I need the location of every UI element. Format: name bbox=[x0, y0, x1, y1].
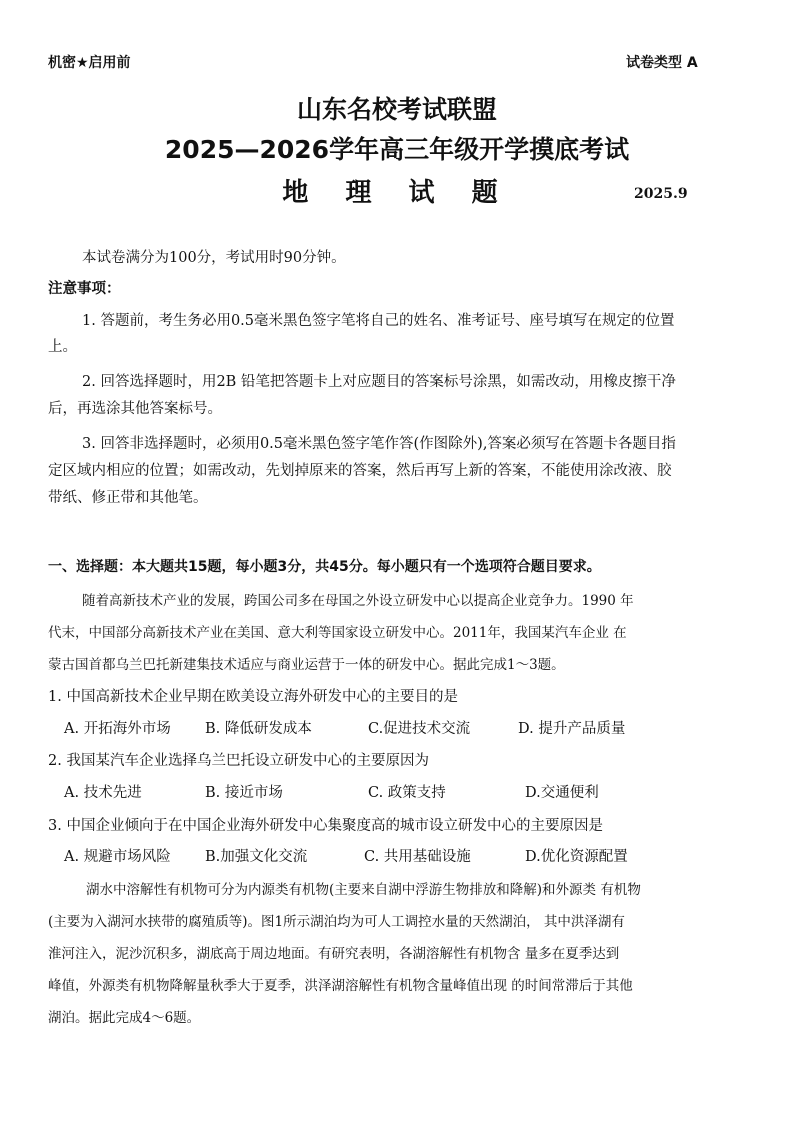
intro-text: 本试卷满分为100分，考试用时90分钟。 bbox=[82, 250, 346, 266]
passage-2-line-2: (主要为入湖河水挟带的腐殖质等)。图1所示湖泊均为可人工调控水量的天然湖泊， 其中洪泽湖有 bbox=[48, 914, 625, 930]
note-3-line-1: 3. 回答非选择题时，必须用0.5毫米黑色签字笔作答(作图除外),答案必须写在答题卡各题目指 bbox=[82, 436, 676, 452]
section-heading: 一、选择题：本大题共15题，每小题3分，共45分。每小题只有一个选项符合题目要求。 bbox=[48, 559, 601, 575]
org-title: 山东名校考试联盟 bbox=[296, 95, 497, 124]
note-1-line-1: 1. 答题前，考生务必用0.5毫米黑色签字笔将自己的姓名、准考证号、座号填写在规定的位置 bbox=[82, 313, 675, 329]
question-1-option-a: A. 开拓海外市场 bbox=[64, 721, 171, 737]
question-2-option-d: D.交通便利 bbox=[525, 785, 599, 801]
confidential-label: 机密★启用前 bbox=[48, 55, 131, 71]
note-3-line-3: 带纸、修正带和其他笔。 bbox=[48, 490, 208, 506]
note-1-line-2: 上。 bbox=[48, 339, 77, 355]
passage-1-line-1: 随着高新技术产业的发展，跨国公司多在母国之外设立研发中心以提高企业竞争力。1990 年 bbox=[82, 593, 634, 609]
notes-heading: 注意事项： bbox=[48, 281, 121, 297]
question-3-option-d: D.优化资源配置 bbox=[525, 849, 628, 865]
question-1-stem: 1. 中国高新技术企业早期在欧美设立海外研发中心的主要目的是 bbox=[48, 689, 458, 705]
question-2-option-b: B. 接近市场 bbox=[205, 785, 283, 801]
passage-2-line-3: 淮河注入，泥沙沉积多，湖底高于周边地面。有研究表明，各湖溶解性有机物含 量多在夏季达到 bbox=[48, 946, 620, 962]
note-2-line-1: 2. 回答选择题时，用2B 铅笔把答题卡上对应题目的答案标号涂黑，如需改动，用橡皮擦干净 bbox=[82, 374, 676, 390]
subject-title: 地 理 试 题 bbox=[282, 178, 512, 208]
paper-type-label: 试卷类型 A bbox=[626, 55, 698, 71]
question-3-option-b: B.加强文化交流 bbox=[205, 849, 308, 865]
exam-title: 2025—2026学年高三年级开学摸底考试 bbox=[164, 135, 630, 164]
question-3-option-a: A. 规避市场风险 bbox=[64, 849, 171, 865]
question-1-option-b: B. 降低研发成本 bbox=[205, 721, 312, 737]
passage-2-line-1: 湖水中溶解性有机物可分为内源类有机物(主要来自湖中浮游生物排放和降解)和外源类 有机物 bbox=[86, 882, 641, 898]
passage-1-line-3: 蒙古国首都乌兰巴托新建集技术适应与商业运营于一体的研发中心。据此完成1～3题。 bbox=[48, 657, 565, 673]
question-2-option-c: C. 政策支持 bbox=[368, 785, 446, 801]
question-1-option-c: C.促进技术交流 bbox=[368, 721, 471, 737]
question-2-stem: 2. 我国某汽车企业选择乌兰巴托设立研发中心的主要原因为 bbox=[48, 753, 429, 769]
question-2-option-a: A. 技术先进 bbox=[64, 785, 142, 801]
question-1-option-d: D. 提升产品质量 bbox=[518, 721, 626, 737]
passage-2-line-4: 峰值，外源类有机物降解量秋季大于夏季，洪泽湖溶解性有机物含量峰值出现 的时间常滞后于其他 bbox=[48, 978, 633, 994]
question-3-option-c: C. 共用基础设施 bbox=[364, 849, 471, 865]
passage-2-line-5: 湖泊。据此完成4～6题。 bbox=[48, 1010, 201, 1026]
note-3-line-2: 定区域内相应的位置；如需改动，先划掉原来的答案，然后再写上新的答案，不能使用涂改液、胶 bbox=[48, 463, 672, 479]
question-3-stem: 3. 中国企业倾向于在中国企业海外研发中心集聚度高的城市设立研发中心的主要原因是 bbox=[48, 818, 603, 834]
passage-1-line-2: 代末，中国部分高新技术产业在美国、意大利等国家设立研发中心。2011年，我国某汽车企业 在 bbox=[48, 625, 627, 641]
exam-date: 2025.9 bbox=[634, 186, 688, 202]
note-2-line-2: 后，再选涂其他答案标号。 bbox=[48, 401, 222, 417]
